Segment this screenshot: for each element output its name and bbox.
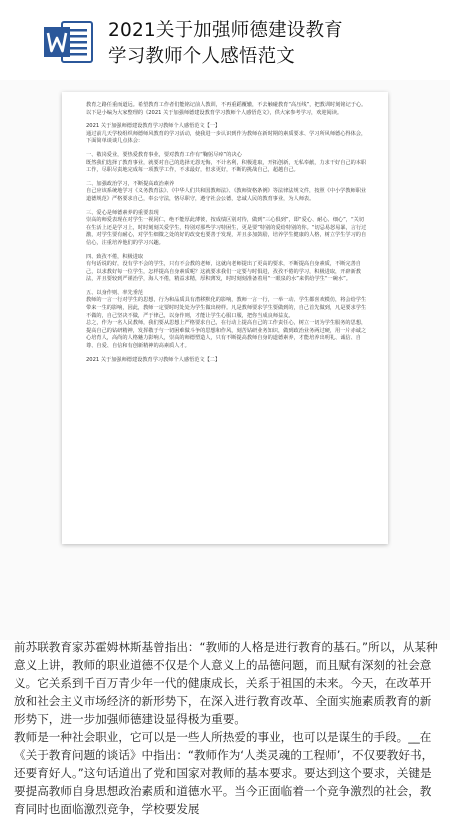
title-line-1: 2021关于加强师德建设教育 <box>108 20 343 41</box>
preview-paragraph: 五、以身作则、率先垂范 <box>86 289 144 296</box>
article-body <box>14 638 442 818</box>
article-paragraph: 教师是一种社会职业，它可以是一些人所热爱的事业，也可以是谋生的手段。__在《关于教育问题的谈话》中指出：“教师作为‘人类灵魂的工程师’，不仅要教好书，还要育好人。”这句话道出了党和国家对教师的基本要求。要达到这个要求，关键是要提高教师自身思想政治素质和道德水平。当今正面临着一个竞争激烈的社会，教育同时也面临激烈竞争，学校要发展 <box>14 730 434 816</box>
preview-paragraph: 四、致孜不倦，积极进取 <box>86 253 144 260</box>
preview-paragraph: 既然我们选择了教育事业，就要对自己的选择无怨无悔，不计名利，积极进取，开拓创新，无私奉献，力求干好自己的本职工作，尽职尽责地完成每一项教学工作，不求最好，但求更好，不断的挑战自己，超越自己。 <box>86 159 367 174</box>
preview-paragraph: 2021 关于加强师德建设教育学习教师个人感悟范文【一】 <box>86 123 221 130</box>
document-header <box>0 0 450 80</box>
preview-paragraph: 教育之路任重而道远。希望教育工作者们能铭记前人教训，不再重蹈覆辙，不去触碰教育“高压线”，把教训时刻铭记于心。以下是小编为大家整理的《2021 关于加强师德建设教育学习教师个人感悟范文》，供大家参考学习，欢迎阅读。 <box>86 102 367 116</box>
preview-paragraph: 自己应该系统地学习《义务教育法》、《中华人们共和国教师法》、《教师资格条例》等法律法规文件，按照《中小学教师职业道德规范》严格要求自己，奉公守法，恪尽职守，遵守社会公德，忠诚人民的教育事业，为人师表。 <box>86 188 367 202</box>
preview-paragraph: 2021 关于加强师德建设教育学习教师个人感悟范文【二】 <box>86 356 221 363</box>
preview-paragraph: 二、加强政治学习，不断提高政治素养 <box>86 180 175 187</box>
article-paragraph: 前苏联教育家苏霍姆林斯基曾指出：“教师的人格是进行教育的基石。”所以，从某种意义上讲，教师的职业道德不仅是个人意义上的品德问题，而且赋有深刻的社会意义。它关系到千百万青少年一代的健康成长，关系于祖国的未来。今天，在改革开放和社会主义市场经济的新形势下，在深入进行教育改革、全面实施素质教育的新形势下，进一步加强师德建设显得极为重要。 <box>14 640 438 726</box>
word-document-icon <box>42 20 94 64</box>
preview-paragraph: 总之，作为一名人民教师，我们要从思想上严格要求自己，在行动上提高自己的工作责任心，树立一切为学生服务的思想，提高自己的钻研精神，发挥敬于与一切困难做斗争的思想和作风，刻苦钻研业务知识，做到政治业务两过硬，用一片赤诚之心培育人，高尚的人格魅力影响人，崇高的师德塑造人，只有不断提高教师自身的道德素养，才能培养出明礼、诚信、自尊、自爱、自信和有创新精神的高素质人才。 <box>86 320 367 350</box>
title-line-2: 学习教师个人感悟范文 <box>108 46 296 67</box>
document-title <box>108 18 428 70</box>
preview-paragraph: 一、敬岗爱业，要热爱教育事业，要对教育工作有“鞠躬尽瘁”的决心 <box>86 151 242 158</box>
preview-paragraph: 崇高的师爱表现在对学生一视同仁，绝不能厚此薄彼，按成绩区别对待，做到“三心俱到”，即“爱心、耐心、细心”，“关切在生活上还是学习上，时时刻刻关爱学生，特别对那些学习特困生，更是要”特别的爱给特别的你。“切忌易怒易暴，言行过激，对学生要有耐心，对学生细微之处的好的改变也要善于发现，并且多加鼓励，培养学生健康的人格，树立学生学习的自信心，注重培养他们的学习兴趣。 <box>86 217 367 246</box>
preview-paragraph: 教师的一言一行对学生的思想，行为和品质具有潜移默化的影响，教师一言一行，一举一动、学生都喜欢模仿，将会给学生带来一生的影响，因此，教师一定要时时处处为学生做出榜样。凡是教师要求学生要做到的，自己首先做到，凡是要求学生不做的，自己坚决不做，严于律己，以身作则，才能让学生心服口服，把你当成良师益友。 <box>86 297 367 319</box>
document-preview-page[interactable] <box>62 92 388 544</box>
preview-content <box>86 102 368 364</box>
preview-paragraph: 三、爱心是师德素养的重要表现 <box>86 209 159 216</box>
preview-paragraph: 有句话说的好，没有学不会的学生，只有不会教的老师，这就向老师提出了更高的要求，不断提高自身素质，不断完善自己，以求教好每一位学生，怎样提高自身素质呢？这就要求我们一定要与时俱进，孜孜不倦的学习，积极进取，开辟新教法，并且要较到严谨治学，海人不倦，精益求精，厚积薄发，时时刻刻准备着用“一眼泉的水”来供给学生“一碗水”。 <box>86 261 361 283</box>
preview-paragraph: 通过前几天学校组织师德师风教育的学习活动，使我进一步认识到作为教师在新时期的素质要求、学习所风师德心得体会，下面简单谈谈几点体会： <box>86 130 367 145</box>
